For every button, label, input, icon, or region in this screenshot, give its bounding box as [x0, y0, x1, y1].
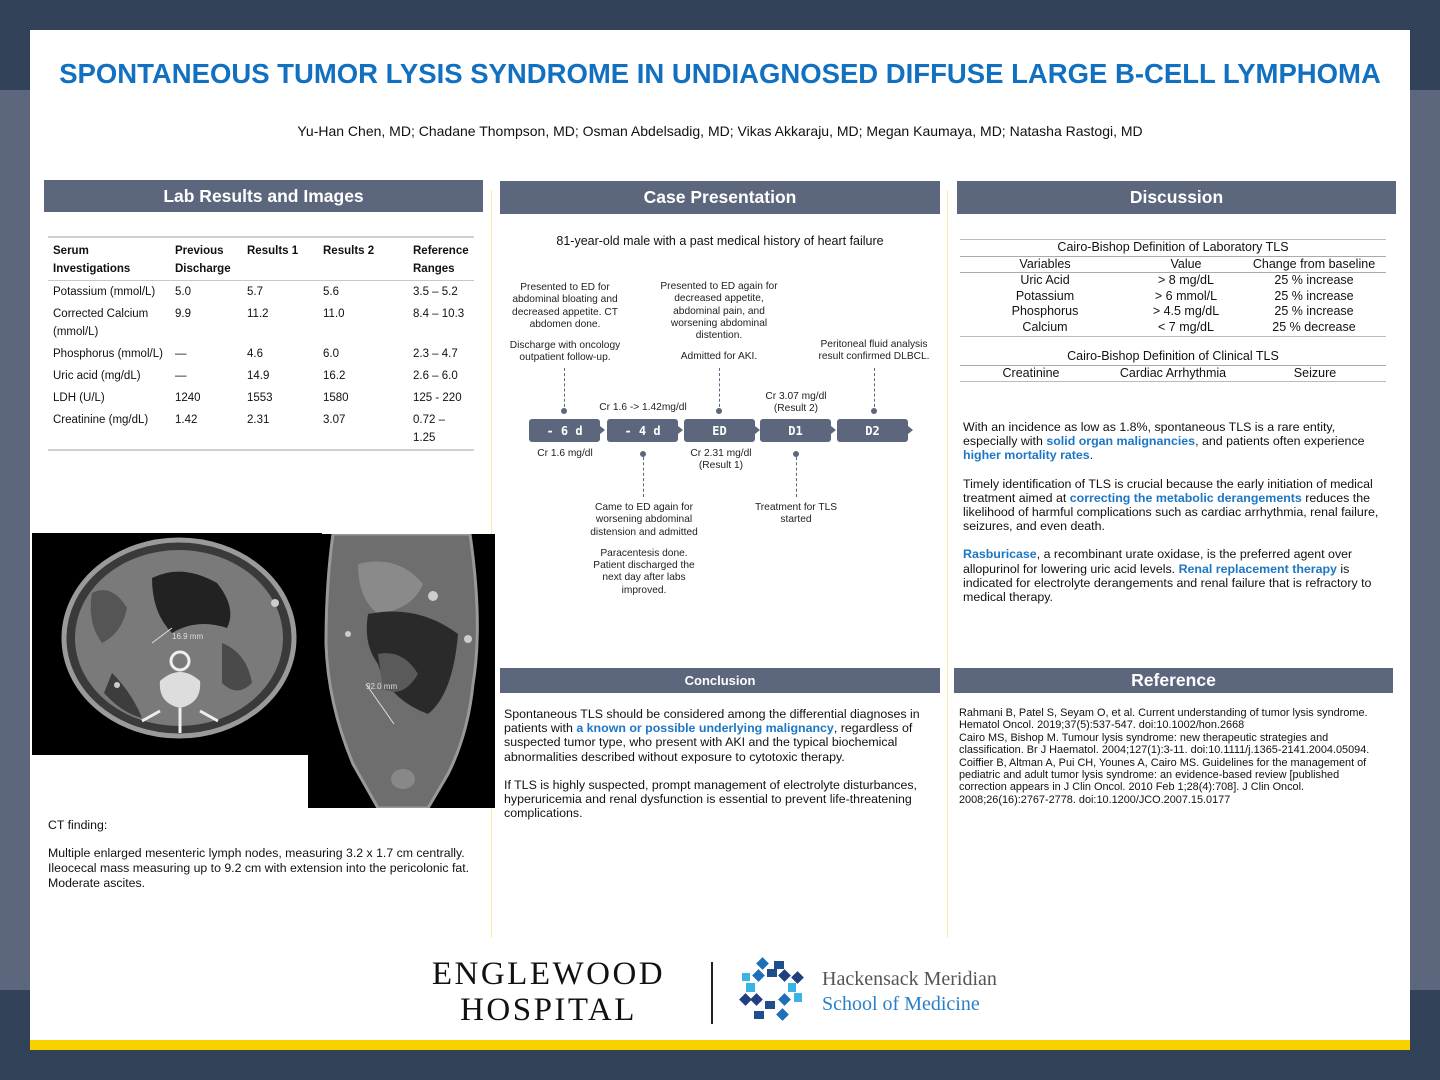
- discussion-header-label: Discussion: [1129, 187, 1224, 207]
- lab-name: Corrected Calcium (mmol/L): [53, 308, 149, 338]
- column-divider-2: [947, 190, 948, 938]
- lab-ref: 0.72 – 1.25: [413, 414, 445, 444]
- mosaic-diamond-ring-icon: [738, 955, 810, 1027]
- table-row: Potassium > 6 mmol/L 25 % increase: [1015, 288, 1354, 303]
- timeline-stage-ed: ED: [684, 419, 755, 442]
- englewood-hospital-logo: ENGLEWOOD HOSPITAL: [431, 956, 666, 1028]
- lab-r1: 5.7: [247, 286, 263, 298]
- cairo-bishop-lab-table: [960, 239, 1386, 337]
- ct-coronal-image: [308, 534, 495, 808]
- discussion-paragraph-2: Timely identification of TLS is crucial because the early initiation of medical treatment aimed at correcting the metabolic derangements reduces the likelihood of harmful complications such as cardiac arrhythmia, renal failure, seizures, and even death.: [963, 476, 1379, 534]
- table-row: [48, 303, 474, 343]
- case-presentation-header: [500, 181, 940, 214]
- reference-item: Coiffier B, Altman A, Pui CH, Younes A, Cairo MS. Guidelines for the management of pediatric and adult tumor lysis syndrome: an evidence-based review [published correction appears in J Clin Oncol. 2010 Feb 1;28(4):708]. J Clin Oncol. 2008;26(16):2767-2778. doi:10.1200/JCO.2007.15.0177: [959, 756, 1367, 806]
- timeline-stage-minus6d: - 6 d: [529, 419, 600, 442]
- timeline-dot: [561, 408, 567, 414]
- timeline-dot: [871, 408, 877, 414]
- reference-item: Cairo MS, Bishop M. Tumour lysis syndrome: new therapeutic strategies and classification. Br J Haematol. 2004;127(1):3-11. doi:10.1111/j.1365-2141.2004.05094.: [959, 731, 1370, 757]
- timeline-stage-d1: D1: [760, 419, 831, 442]
- reference-header: [954, 668, 1393, 693]
- discussion-paragraph-1: With an incidence as low as 1.8%, spontaneous TLS is a rare entity, especially with solid organ malignancies, and patients often experience higher mortality rates.: [963, 420, 1365, 463]
- table-row: Creatinine Cardiac Arrhythmia Seizure: [1002, 365, 1337, 380]
- lab-ref: 125 - 220: [413, 392, 462, 404]
- timeline-connector: [719, 368, 720, 412]
- ct-finding-title: CT finding:: [48, 818, 108, 832]
- timeline-note-minus6d: Presented to ED for abdominal bloating and decreased appetite. CT abdomen done. Discharge with oncology outpatient follow-up.: [509, 282, 621, 364]
- ct-axial-image: [32, 533, 322, 755]
- clinical-tls-title: Cairo-Bishop Definition of Clinical TLS: [1067, 349, 1279, 363]
- lab-name: Phosphorus (mmol/L): [53, 348, 163, 360]
- lab-r2: 16.2: [323, 370, 346, 382]
- reference-list: [959, 707, 1385, 806]
- conclusion-paragraph-2: If TLS is highly suspected, prompt management of electrolyte disturbances, hyperuricemia and renal dysfunction is essential to prevent life-threatening complications.: [504, 777, 918, 821]
- cr-label-minus6d: Cr 1.6 mg/dl: [537, 448, 593, 459]
- timeline-dot: [716, 408, 722, 414]
- lab-prev: 1240: [175, 392, 201, 404]
- timeline-stage-minus4d: - 4 d: [607, 419, 678, 442]
- table-row: [48, 365, 474, 387]
- table-row: [48, 387, 474, 409]
- table-row: [48, 409, 474, 450]
- lab-results-header-label: Lab Results and Images: [163, 185, 364, 206]
- lab-ref: 3.5 – 5.2: [413, 286, 458, 298]
- reference-header-label: Reference: [1131, 670, 1216, 690]
- col-header-change: Change from baseline: [1252, 256, 1376, 271]
- svg-text:92.0 mm: 92.0 mm: [366, 682, 398, 691]
- lab-prev: —: [175, 370, 187, 382]
- lab-tls-title: Cairo-Bishop Definition of Laboratory TLS: [1057, 240, 1289, 254]
- timeline-connector: [564, 368, 565, 412]
- svg-text:16.9 mm: 16.9 mm: [172, 632, 204, 641]
- col-header-serum: Serum Investigations: [53, 245, 131, 275]
- lab-r1: 1553: [247, 392, 273, 404]
- conclusion-header: [500, 668, 940, 693]
- cr-label-d1: Cr 3.07 mg/dl (Result 2): [765, 391, 827, 415]
- timeline-note-minus4d: Came to ED again for worsening abdominal distension and admitted Paracentesis done. Patient discharged the next day after labs improved.: [590, 502, 698, 596]
- case-intro: 81-year-old male with a past medical history of heart failure: [556, 234, 884, 248]
- conclusion-paragraph-1: Spontaneous TLS should be considered among the differential diagnoses in patients with a known or possible underlying malignancy, regardless of suspected tumor type, who present with AKI and the typical biochemical abnormalities described without exposure to cytotoxic therapy.: [504, 707, 920, 764]
- hackensack-meridian-logo: Hackensack Meridian School of Medicine: [822, 968, 997, 1015]
- timeline-connector: [796, 457, 797, 497]
- ct-finding: [48, 818, 478, 904]
- lab-r1: 14.9: [247, 370, 270, 382]
- poster-title: SPONTANEOUS TUMOR LYSIS SYNDROME IN UNDIAGNOSED DIFFUSE LARGE B-CELL LYMPHOMA: [59, 58, 1381, 89]
- timeline-connector: [643, 457, 644, 497]
- lab-ref: 8.4 – 10.3: [413, 308, 465, 320]
- lab-prev: 9.9: [175, 308, 191, 320]
- author-list: Yu-Han Chen, MD; Chadane Thompson, MD; Osman Abdelsadig, MD; Vikas Akkaraju, MD; Megan Kaumaya, MD; Natasha Rastogi, MD: [297, 123, 1143, 139]
- timeline-connector: [874, 368, 875, 412]
- gold-accent-bar: [30, 1040, 1410, 1050]
- table-row: Phosphorus > 4.5 mg/dL 25 % increase: [1011, 304, 1354, 319]
- conclusion-body: [504, 707, 940, 834]
- discussion-body: [963, 420, 1389, 618]
- lab-prev: 5.0: [175, 286, 191, 298]
- discussion-paragraph-3: Rasburicase, a recombinant urate oxidase, is the preferred agent over allopurinol for lowering uric acid levels. Renal replacement therapy is indicated for electrolyte derangements and renal failure that is refractory to medical therapy.: [963, 547, 1372, 605]
- lab-r2: 11.0: [323, 308, 345, 320]
- lab-results-table: [48, 236, 474, 451]
- table-row: [48, 281, 474, 304]
- timeline-note-d2: Peritoneal fluid analysis result confirmed DLBCL.: [818, 339, 930, 363]
- logo-separator: [711, 962, 713, 1024]
- col-header-previous: Previous Discharge: [175, 245, 231, 275]
- reference-item: Rahmani B, Patel S, Seyam O, et al. Current understanding of tumor lysis syndrome. Hematol Oncol. 2019;37(5):537-547. doi:10.1002/hon.2668: [959, 707, 1368, 732]
- lab-results-header: [44, 180, 483, 212]
- lab-prev: —: [175, 348, 187, 360]
- timeline-note-ed: Presented to ED again for decreased appetite, abdominal pain, and worsening abdominal distention. Admitted for AKI.: [660, 281, 778, 363]
- lab-prev: 1.42: [175, 414, 198, 426]
- lab-name: Potassium (mmol/L): [53, 286, 156, 298]
- lab-r2: 3.07: [323, 414, 346, 426]
- lab-name: LDH (U/L): [53, 392, 105, 404]
- col-header-results2: Results 2: [323, 245, 375, 257]
- timeline-stage-d2: D2: [837, 419, 908, 442]
- lab-r2: 6.0: [323, 348, 339, 360]
- lab-r1: 11.2: [247, 308, 269, 320]
- cr-label-ed: Cr 2.31 mg/dl (Result 1): [690, 448, 752, 472]
- col-header-variables: Variables: [1019, 256, 1071, 271]
- lab-r2: 1580: [323, 392, 349, 404]
- conclusion-header-label: Conclusion: [684, 673, 756, 688]
- lab-r1: 4.6: [247, 348, 263, 360]
- cairo-bishop-clinical-table: [960, 349, 1386, 382]
- lab-r2: 5.6: [323, 286, 339, 298]
- lab-ref: 2.6 – 6.0: [413, 370, 458, 382]
- table-row: Calcium < 7 mg/dL 25 % decrease: [1022, 319, 1356, 334]
- lab-r1: 2.31: [247, 414, 270, 426]
- table-row: Uric Acid > 8 mg/dL 25 % increase: [1020, 273, 1354, 288]
- timeline-note-d1: Treatment for TLS started: [754, 502, 838, 526]
- lab-name: Creatinine (mg/dL): [53, 414, 149, 426]
- table-row: [48, 343, 474, 365]
- col-header-results1: Results 1: [247, 245, 299, 257]
- lab-ref: 2.3 – 4.7: [413, 348, 458, 360]
- case-presentation-header-label: Case Presentation: [643, 187, 797, 207]
- lab-table-header-row: [48, 237, 474, 281]
- col-header-reference: Reference Ranges: [413, 245, 469, 275]
- col-header-value: Value: [1170, 256, 1202, 271]
- lab-name: Uric acid (mg/dL): [53, 370, 141, 382]
- discussion-header: [957, 181, 1396, 214]
- cr-label-minus4d: Cr 1.6 -> 1.42mg/dl: [599, 402, 687, 413]
- ct-finding-text: Multiple enlarged mesenteric lymph nodes, measuring 3.2 x 1.7 cm centrally. Ileocecal mass measuring up to 9.2 cm with extension into the pericolonic fat. Moderate ascites.: [48, 846, 470, 890]
